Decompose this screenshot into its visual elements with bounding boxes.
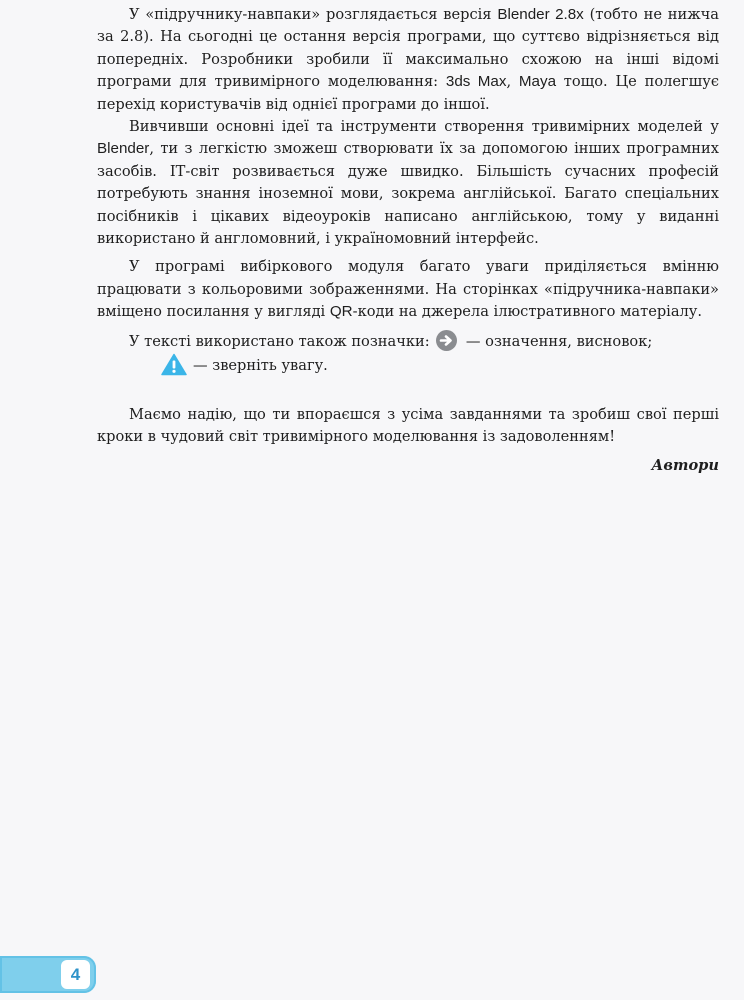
text-span: (тобто не нижча за 2.8). На сьогодні це остання версія програми, що суттєво відрізняється від попередніх. Розробники зробили її максимально схожою на інші відомі програми для тривимірного моделювання:: [97, 6, 719, 91]
text-span-maya: Maya: [518, 73, 557, 91]
paragraph-module-program: [97, 256, 719, 323]
paragraph-warning-marker: [97, 353, 719, 383]
text-span: У програмі вибіркового модуля багато уваги приділяється вмінню працювати з кольоровими зображеннями. На сторінках «підручника-навпаки» вміщено посилання у вигляді: [97, 258, 719, 321]
paragraph-blender-skills: [97, 116, 719, 250]
text-span: -коди на джерела ілюстративного матеріалу.: [352, 303, 703, 321]
warning-triangle-icon: [129, 353, 187, 383]
text-span-blender: Blender: [97, 140, 150, 158]
page-body-text: [97, 4, 719, 448]
paragraph-closing: Маємо надію, що ти впораєшся з усіма завданнями та зробиш свої перші кроки в чудовий світ тривимірного моделювання із задоволенням!: [97, 405, 719, 445]
text-span: , ти з легкістю зможеш створювати їх за допомогою інших програмних засобів. ІТ-світ розвивається дуже швидко. Більшість сучасних професій потребують знання іноземної мови, зокрема англійської. Багато спеціальних посібників і цікавих відеоуроків написано англійською, тому у виданні використано й англомовний, і україномовний інтерфейс.: [97, 140, 719, 248]
signature-authors: Автори: [651, 457, 719, 474]
text-span: тощо. Це полегшує перехід користувачів від однієї програми до іншої.: [97, 73, 720, 113]
text-span: Вивчивши основні ідеї та інструменти створення тривимірних моделей у: [129, 118, 719, 136]
text-span-blender-version: Blender 2.8x: [497, 6, 584, 23]
page-number: 4: [61, 960, 90, 989]
text-span-qr: QR: [329, 303, 353, 321]
text-span: — зверніть увагу.: [193, 357, 328, 375]
paragraph-intro: [97, 4, 719, 116]
paragraph-markers: [97, 330, 719, 353]
text-span: ,: [506, 73, 519, 91]
arrow-right-circle-icon: [436, 330, 457, 351]
page-number-tab: [0, 956, 96, 993]
text-span-3ds-max: 3ds Max: [445, 73, 507, 91]
text-span: У тексті використано також позначки:: [129, 332, 435, 350]
text-span: У «підручнику-навпаки» розглядається версія: [129, 6, 498, 23]
text-span: — означення, висновок;: [461, 332, 653, 350]
